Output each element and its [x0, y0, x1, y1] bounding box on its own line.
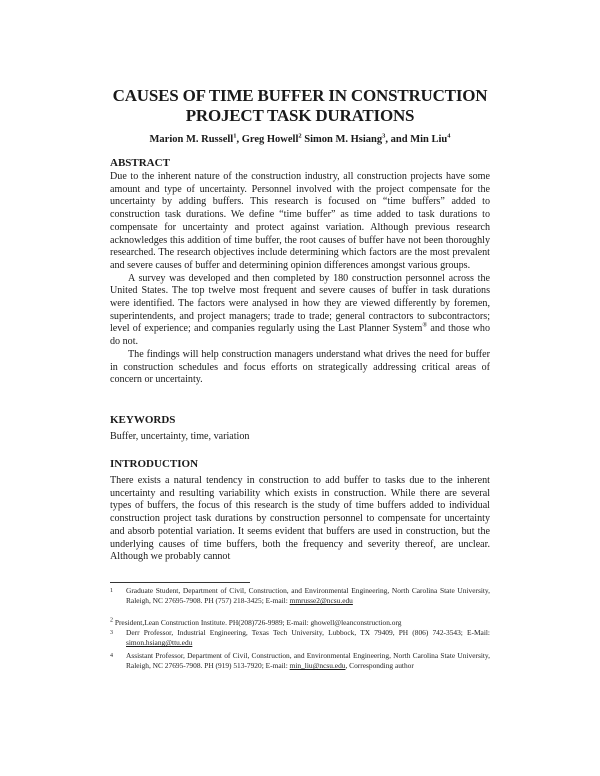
abstract-paragraph-2-tail: and those who do not.: [110, 323, 490, 348]
abstract-heading: ABSTRACT: [110, 157, 170, 169]
author-1: Marion M. Russell: [149, 134, 234, 145]
paper-title: [60, 86, 540, 126]
footnote-2-text: President,Lean Construction Institute. PH(208)726-9989; E-mail: ghowell@leanconstruction.org: [113, 618, 402, 627]
author-4-note: 4: [447, 132, 451, 140]
footnote-4-tail: , Corresponding author: [345, 661, 414, 671]
footnote-divider: [110, 582, 250, 583]
footnote-4-number: 4: [110, 653, 113, 659]
footnote-4-text: Assistant Professor, Department of Civil, Construction, and Environmental Engineering, North Carolina State University, Raleigh, NC 27695-7908. PH (919) 513-7920; E-mail:: [126, 651, 490, 671]
author-3: Simon M. Hsiang: [301, 134, 383, 145]
footnote-2-number: 2: [110, 617, 113, 624]
introduction-heading: INTRODUCTION: [110, 458, 199, 470]
author-1-note: 1: [233, 132, 237, 140]
abstract-body: [110, 171, 490, 387]
footnote-1: [110, 586, 490, 607]
abstract-paragraph-1: Due to the inherent nature of the construction industry, all construction projects have some amount and type of uncertainty. Personnel involved with the project compensate for the uncertainty by adding buffers. This research is focused on “time buffers” added to construction task durations. We define “time buffer” as time added to task durations to compensate for uncertainty and protect against variation. Although previous research acknowledges this addition of time buffer, the root causes of buffer have not been thoroughly researched. The research objectives include determining which factors are the most prevalent and severe causes of buffer and determining opinion differences amongst various groups.: [110, 171, 490, 271]
author-2: , Greg Howell: [236, 134, 299, 145]
title-line-1: CAUSES OF TIME BUFFER IN CONSTRUCTION: [112, 86, 488, 105]
footnote-1-text: Graduate Student, Department of Civil, Construction, and Environmental Engineering, North Carolina State University, Raleigh, NC 27695-7908. PH (757) 218-3425; E-mail:: [126, 586, 490, 606]
keywords-heading: KEYWORDS: [110, 414, 176, 426]
registered-mark: ®: [422, 322, 428, 330]
footnote-1-email-link[interactable]: mmrusse2@ncsu.edu: [289, 596, 353, 606]
footnote-3: [110, 628, 490, 649]
title-line-2: PROJECT TASK DURATIONS: [185, 106, 415, 125]
abstract-paragraph-3: The findings will help construction managers understand what drives the need for buffer in construction schedules and focus efforts on strategically addressing critical areas of concern or uncertainty.: [110, 348, 490, 386]
footnote-3-text: Derr Professor, Industrial Engineering, Texas Tech University, Lubbock, TX 79409, PH (806) 742-3543; E-Mail:: [126, 628, 490, 637]
introduction-body: [110, 475, 490, 564]
footnote-3-number: 3: [110, 630, 113, 636]
author-3-note: 3: [382, 132, 386, 140]
author-2-note: 2: [298, 132, 302, 140]
footnote-4-email-link[interactable]: min_liu@ncsu.edu: [289, 661, 346, 671]
footnote-1-number: 1: [110, 588, 113, 594]
author-4: , and Min Liu: [385, 134, 448, 145]
footnote-3-email-link[interactable]: simon.hsiang@ttu.edu: [126, 638, 193, 648]
introduction-paragraph-1: There exists a natural tendency in construction to add buffer to tasks due to the inherent uncertainty and resulting variability which exists in construction. While there are several types of buffers, the focus of this research is the study of time buffers added to individual construction project task durations by construction personnel to compensate for uncertainty and absorb potential variation. It seems evident that buffers are used in construction, but the underlying causes of time buffers, both the frequency and severity thereof, are unclear. Although we probably cannot: [110, 475, 490, 563]
abstract-paragraph-2-text: A survey was developed and then completed by 180 construction personnel across the United States. The top twelve most frequent and severe causes of buffer in task durations were identified. The factors were analysed in how they are viewed differently by foremen, superintendents, and project managers; trade to trade; general contractors to subcontractors; level of experience; and companies regularly using the Last Planner System: [110, 272, 490, 335]
footnote-4: [110, 651, 490, 672]
abstract-paragraph-2: [110, 273, 490, 349]
author-list: [60, 133, 540, 147]
keywords-text: Buffer, uncertainty, time, variation: [110, 431, 250, 442]
footnote-2: [110, 618, 490, 628]
